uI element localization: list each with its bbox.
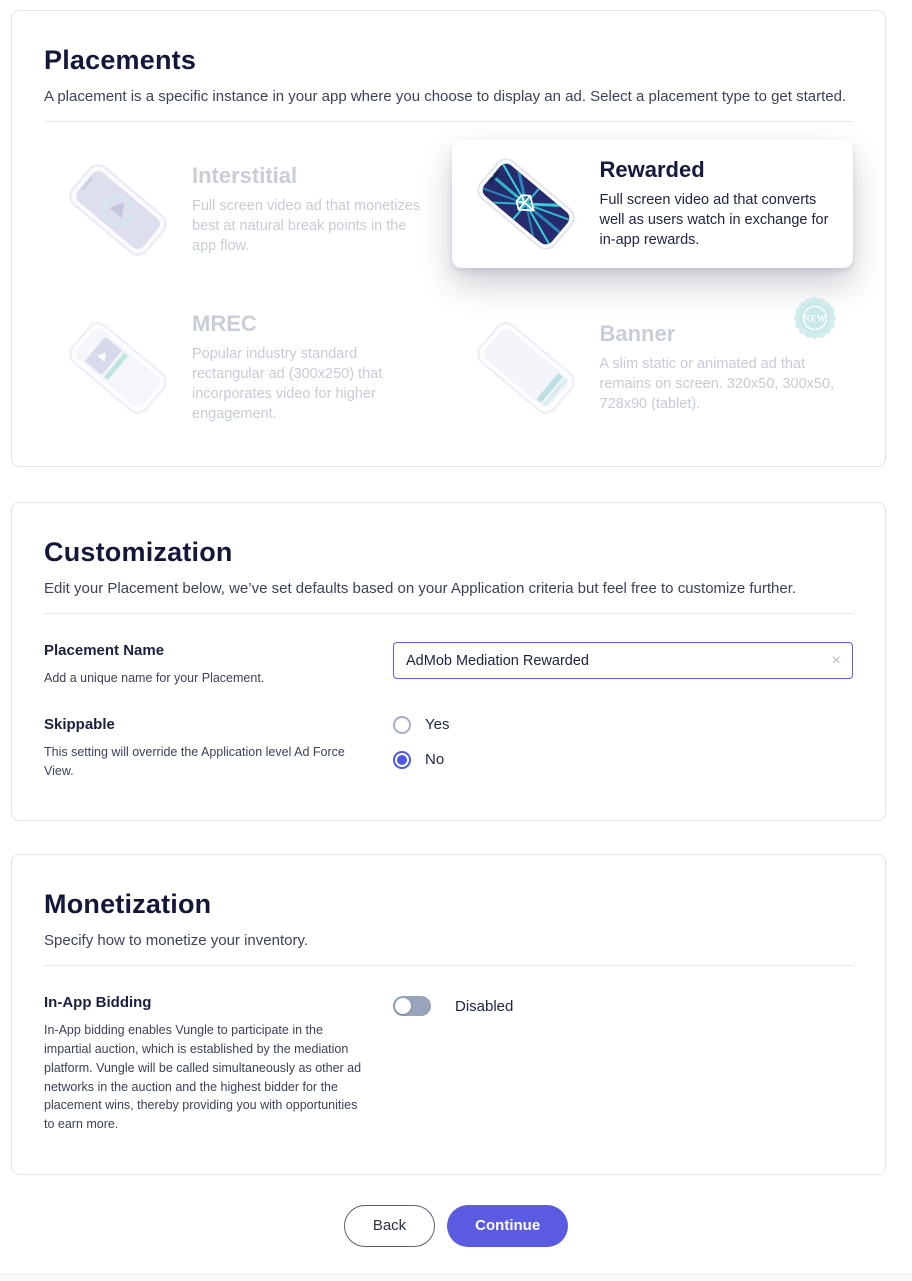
customization-card — [11, 502, 886, 821]
in-app-bidding-label: In-App Bidding — [44, 994, 152, 1012]
placements-subtitle: A placement is a specific instance in your app where you choose to display an ad. Select a placement type to get started. — [44, 88, 847, 105]
placement-name-helper: Add a unique name for your Placement. — [44, 671, 265, 686]
back-button[interactable]: Back — [344, 1205, 435, 1247]
bottom-strip — [0, 1274, 912, 1281]
skippable-option-yes — [393, 716, 853, 734]
in-app-bidding-state: Disabled — [455, 997, 514, 1015]
placement-type-grid — [44, 146, 853, 432]
interstitial-phone-icon — [58, 154, 178, 266]
new-badge-text: NEW — [803, 313, 827, 324]
rewarded-label: Rewarded — [599, 156, 705, 182]
placement-name-row — [44, 642, 853, 688]
banner-description: A slim static or animated ad that remains on screen. 320x50, 300x50, 728x90 (tablet). — [599, 356, 835, 413]
monetization-subtitle: Specify how to monetize your inventory. — [44, 932, 309, 950]
customization-subtitle: Edit your Placement below, we’ve set defaults based on your Application criteria but feel free to customize further. — [44, 580, 797, 598]
customization-title: Customization — [44, 537, 233, 568]
placement-name-input[interactable] — [393, 642, 853, 679]
placements-card — [11, 10, 886, 467]
divider — [44, 965, 853, 966]
in-app-bidding-row — [44, 994, 853, 1134]
continue-button[interactable]: Continue — [447, 1205, 568, 1247]
new-badge-icon — [791, 294, 839, 342]
skippable-row — [44, 716, 853, 781]
divider — [44, 121, 853, 122]
interstitial-label: Interstitial — [192, 162, 298, 188]
placement-name-label: Placement Name — [44, 642, 165, 660]
radio-yes[interactable] — [393, 716, 411, 734]
clear-input-icon[interactable]: × — [831, 651, 841, 669]
divider — [44, 613, 853, 614]
in-app-bidding-helper: In-App bidding enables Vungle to participate in the impartial auction, which is established by the mediation platform. Vungle will be called simultaneously as other ad networks in the auction and the highest bidder for the placement wins, thereby providing you with opportunities to earn more. — [44, 1023, 362, 1132]
placements-title: Placements — [44, 45, 197, 75]
rewarded-phone-icon — [466, 148, 586, 260]
skippable-option-no — [393, 751, 853, 769]
mrec-phone-icon — [58, 312, 178, 424]
banner-phone-icon — [466, 312, 586, 424]
rewarded-description: Full screen video ad that converts well as users watch in exchange for in-app rewards. — [599, 192, 829, 249]
banner-label: Banner — [599, 321, 676, 346]
footer-actions — [0, 1205, 912, 1247]
interstitial-description: Full screen video ad that monetizes best at natural break points in the app flow. — [192, 198, 421, 255]
skippable-label: Skippable — [44, 715, 115, 733]
placement-option-rewarded[interactable] — [452, 140, 854, 268]
monetization-title: Monetization — [44, 889, 212, 920]
radio-no-label: No — [425, 751, 445, 769]
skippable-helper: This setting will override the Application level Ad Force View. — [44, 744, 345, 778]
placement-option-banner[interactable] — [452, 304, 854, 432]
radio-no[interactable] — [393, 751, 411, 769]
radio-yes-label: Yes — [425, 716, 450, 734]
mrec-label: MREC — [192, 311, 257, 336]
mrec-description: Popular industry standard rectangular ad (300x250) that incorporates video for higher engagement. — [192, 346, 383, 423]
placement-option-mrec[interactable] — [44, 304, 446, 432]
monetization-card — [11, 854, 886, 1175]
in-app-bidding-toggle[interactable] — [393, 996, 431, 1016]
placement-option-interstitial[interactable] — [44, 146, 446, 274]
